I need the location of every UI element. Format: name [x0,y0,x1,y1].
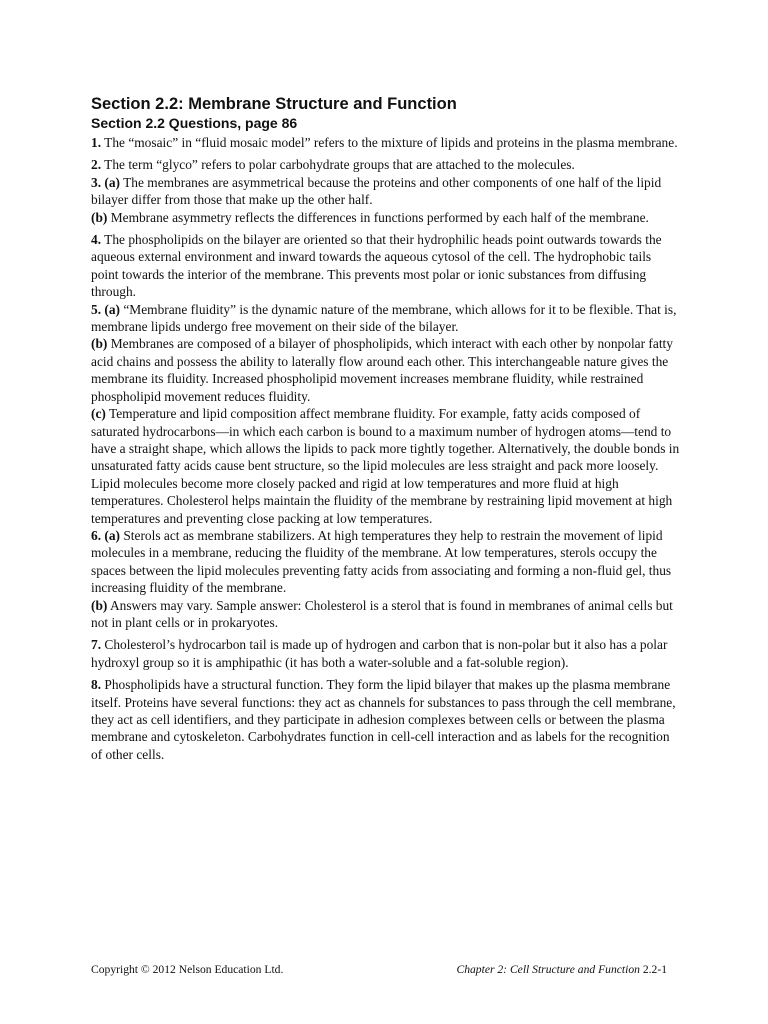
answer-text: Membrane asymmetry reflects the differences in functions performed by each half of the membrane. [107,209,649,225]
answer-paragraph-4 [91,231,681,301]
answer-label: 2. [91,157,102,173]
answer-label: (b) [91,336,108,352]
answer-paragraph-5b [91,335,681,405]
page-number: 2.2-1 [639,963,667,976]
copyright-notice: Copyright © 2012 Nelson Education Ltd. [91,963,284,976]
answer-label: (c) [91,406,106,422]
answer-label: 4. [91,232,102,248]
answer-label: 1. [91,135,102,150]
chapter-page-reference [456,963,667,977]
answer-text: The term “glyco” refers to polar carbohydrate groups that are attached to the molecules. [101,157,575,173]
answer-label: (b) [91,209,108,225]
answer-text: Temperature and lipid composition affect membrane fluidity. For example, fatty acids composed of saturated hydrocarbons—in which each carbon is bound to a maximum number of hydrogen atoms—tend to have a straight shape, which allows the lipids to pack more tightly together. Alternatively, the double bonds in unsaturated fatty acids cause bent structure, so the lipid molecules are less straight and pack more loosely. Lipid molecules become more closely packed and rigid at low temperatures and more fluid at high temperatures. Cholesterol helps maintain the fluidity of the membrane by restraining lipid movement at high temperatures and preventing close packing at low temperatures. [91,406,680,526]
answer-text: The “mosaic” in “fluid mosaic model” refers to the mixture of lipids and proteins in the plasma membrane. [101,135,678,150]
answer-paragraph-6b [91,597,681,632]
chapter-title: Chapter 2: Cell Structure and Function [456,963,640,976]
answer-text: The phospholipids on the bilayer are oriented so that their hydrophilic heads point outwards towards the aqueous external environment and inward towards the aqueous cytosol of the cell. The hydrophobic tails point towards the interior of the membrane. This prevents most polar or ionic substances from diffusing through. [91,232,662,300]
section-title: Section 2.2: Membrane Structure and Function [91,95,457,113]
answer-paragraph-7 [91,636,681,671]
answer-paragraph-2 [91,156,681,173]
document-body [91,94,681,763]
answer-text: Answers may vary. Sample answer: Cholesterol is a sterol that is found in membranes of animal cells but not in plant cells or in prokaryotes. [91,597,673,630]
answer-label: 3. (a) [91,174,121,190]
answer-paragraph-5a [91,301,681,336]
answer-paragraph-3b [91,209,681,226]
answer-text: “Membrane fluidity” is the dynamic nature of the membrane, which allows for it to be flexible. That is, membrane lipids undergo free movement on their side of the bilayer. [91,301,677,335]
answer-text: Sterols act as membrane stabilizers. At high temperatures they help to restrain the movement of lipid molecules in a membrane, reducing the fluidity of the membrane. At low temperatures, sterols occupy the spaces between the lipid molecules preventing fatty acids from associating and forming a non-fluid gel, thus increasing fluidity of the membrane. [91,527,672,596]
answer-paragraph-6a [91,527,681,597]
page-footer [91,963,667,977]
answer-label: 7. [91,637,102,653]
answer-label: 8. [91,677,102,693]
answer-paragraph-5c [91,405,681,527]
answer-label: 5. (a) [91,301,121,317]
answer-paragraph-8 [91,676,681,763]
answer-text: The membranes are asymmetrical because the proteins and other components of one half of the lipid bilayer differ from those that make up the other half. [91,174,662,208]
answer-text: Membranes are composed of a bilayer of phospholipids, which interact with each other by nonpolar fatty acid chains and possess the ability to laterally flow around each other. This interchangeable nature gives the membrane its fluidity. Increased phospholipid movement increases membrane fluidity, while restrained phospholipid movement reduces fluidity. [91,336,673,404]
answer-label: (b) [91,597,108,613]
answer-label: 6. (a) [91,527,121,543]
answer-paragraph-3a [91,174,681,209]
answer-text: Cholesterol’s hydrocarbon tail is made up of hydrogen and carbon that is non-polar but it also has a polar hydroxyl group so it is amphipathic (it has both a water-soluble and a fat-soluble region). [91,637,668,670]
answer-text: Phospholipids have a structural function. They form the lipid bilayer that makes up the plasma membrane itself. Proteins have several functions: they act as channels for substances to pass through the cell membrane, they act as cell identifiers, and they participate in adhesion complexes between cells or between the plasma membrane and cytoskeleton. Carbohydrates function in cell-cell interaction and as labels for the recognition of other cells. [91,677,676,762]
answer-paragraph-1 [91,134,681,151]
questions-heading: Section 2.2 Questions, page 86 [91,115,298,131]
